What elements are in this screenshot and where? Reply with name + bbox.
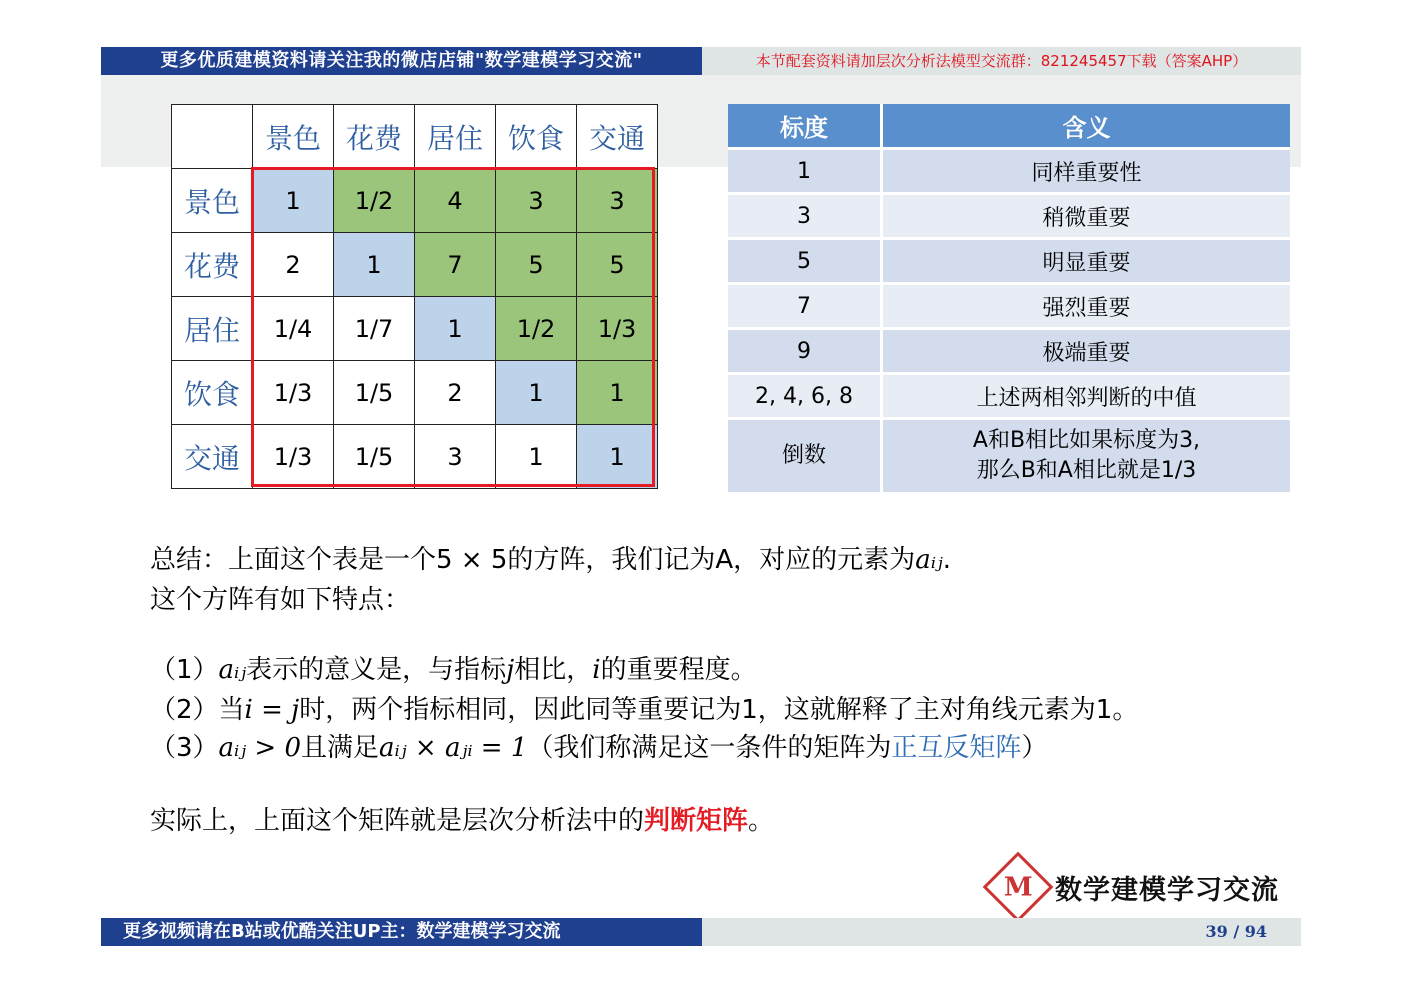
top-left-banner: 更多优质建模资料请关注我的微店店铺"数学建模学习交流" — [101, 47, 702, 75]
matrix-cell: 1 — [334, 233, 415, 297]
property-text: （我们称满足这一条件的矩阵为 — [527, 733, 892, 763]
matrix-cell: 1/2 — [496, 297, 577, 361]
logo-letter: M — [1003, 872, 1033, 902]
matrix-cell: 1/3 — [253, 425, 334, 489]
scale-meaning: 同样重要性 — [883, 150, 1290, 195]
matrix-cell: 1 — [253, 169, 334, 233]
scale-meaning: 稍微重要 — [883, 195, 1290, 240]
matrix-cell: 1 — [496, 361, 577, 425]
scale-row — [728, 285, 1290, 330]
matrix-cell: 3 — [415, 425, 496, 489]
matrix-header-row — [172, 105, 658, 169]
matrix-col-header: 饮食 — [496, 105, 577, 169]
matrix-corner-cell — [172, 105, 253, 169]
matrix-cell: 4 — [415, 169, 496, 233]
logo-m-icon — [983, 852, 1054, 923]
scale-row — [728, 420, 1290, 495]
term-positive-reciprocal-matrix: 正互反矩阵 — [891, 733, 1022, 763]
conclusion-text: 实际上，上面这个矩阵就是层次分析法中的 — [150, 806, 645, 836]
scale-value: 3 — [728, 195, 883, 240]
matrix-row — [172, 169, 658, 233]
matrix-row-header: 饮食 — [172, 361, 253, 425]
property-3 — [150, 727, 1047, 764]
judgment-matrix — [171, 104, 658, 489]
matrix-cell: 1/7 — [334, 297, 415, 361]
property-1 — [150, 649, 757, 686]
matrix-row — [172, 297, 658, 361]
property-text: 的重要程度。 — [600, 655, 757, 685]
scale-table — [728, 104, 1290, 495]
scale-col-header: 含义 — [883, 104, 1290, 150]
scale-meaning: 强烈重要 — [883, 285, 1290, 330]
property-text: ） — [1021, 733, 1048, 763]
matrix-col-header: 交通 — [577, 105, 658, 169]
matrix-cell: 1/2 — [334, 169, 415, 233]
scale-meaning-line: A和B相比如果标度为3, — [972, 428, 1201, 454]
matrix-cell: 1/3 — [577, 297, 658, 361]
matrix-cell: 1 — [577, 361, 658, 425]
scale-meaning: 明显重要 — [883, 240, 1290, 285]
property-text: 且满足 — [301, 733, 380, 763]
matrix-cell: 2 — [415, 361, 496, 425]
matrix-cell: 5 — [496, 233, 577, 297]
property-text: 时，两个指标相同，因此同等重要记为1，这就解释了主对角线元素为1。 — [299, 695, 1139, 725]
summary-text: 总结：上面这个表是一个5 × 5的方阵，我们记为A，对应的元素为 — [150, 545, 916, 575]
scale-row — [728, 330, 1290, 375]
math-i: i — [592, 655, 601, 685]
matrix-row — [172, 425, 658, 489]
scale-value: 9 — [728, 330, 883, 375]
math-positive: aᵢⱼ > 0 — [218, 733, 302, 763]
conclusion-line — [150, 800, 774, 837]
property-text: （3） — [150, 733, 219, 763]
matrix-row-header: 花费 — [172, 233, 253, 297]
scale-row — [728, 195, 1290, 240]
scale-value: 7 — [728, 285, 883, 330]
matrix-cell: 7 — [415, 233, 496, 297]
summary-text: . — [942, 545, 952, 575]
matrix-cell: 1 — [577, 425, 658, 489]
page-number: 39 / 94 — [1205, 922, 1267, 941]
scale-row — [728, 150, 1290, 195]
matrix-col-header: 花费 — [334, 105, 415, 169]
scale-value: 1 — [728, 150, 883, 195]
brand-logo — [993, 862, 1279, 912]
scale-value: 倒数 — [728, 420, 883, 495]
matrix-cell: 3 — [577, 169, 658, 233]
matrix-cell: 1/3 — [253, 361, 334, 425]
summary-line-1 — [150, 539, 951, 576]
summary-line-2: 这个方阵有如下特点： — [150, 585, 411, 615]
property-text: （1） — [150, 655, 219, 685]
logo-text: 数学建模学习交流 — [1055, 874, 1279, 906]
term-judgment-matrix: 判断矩阵 — [644, 806, 749, 836]
scale-col-header: 标度 — [728, 104, 883, 150]
scale-meaning — [883, 420, 1290, 495]
matrix-cell: 1/5 — [334, 361, 415, 425]
matrix-cell: 1 — [415, 297, 496, 361]
matrix-row-header: 交通 — [172, 425, 253, 489]
scale-value: 2, 4, 6, 8 — [728, 375, 883, 420]
scale-header-row — [728, 104, 1290, 150]
matrix-col-header: 居住 — [415, 105, 496, 169]
math-a-ij: aᵢⱼ — [915, 545, 943, 575]
conclusion-text: 。 — [748, 806, 775, 836]
property-text: （2）当 — [150, 695, 245, 725]
matrix-cell: 3 — [496, 169, 577, 233]
matrix-cell: 5 — [577, 233, 658, 297]
matrix-row — [172, 361, 658, 425]
scale-row — [728, 375, 1290, 420]
property-text: 相比， — [514, 655, 593, 685]
scale-row — [728, 240, 1290, 285]
matrix-cell: 1 — [496, 425, 577, 489]
property-2 — [150, 689, 1138, 726]
matrix-cell: 1/5 — [334, 425, 415, 489]
bottom-right-banner — [702, 918, 1301, 946]
matrix-cell: 2 — [253, 233, 334, 297]
matrix-row — [172, 233, 658, 297]
matrix-cell: 1/4 — [253, 297, 334, 361]
bottom-left-banner: 更多视频请在B站或优酷关注UP主：数学建模学习交流 — [101, 918, 702, 946]
math-a-ij: aᵢⱼ — [218, 655, 247, 685]
scale-meaning-line: 那么B和A相比就是1/3 — [976, 458, 1197, 483]
scale-meaning: 极端重要 — [883, 330, 1290, 375]
math-i-equals-j: i = j — [244, 695, 300, 725]
math-j: j — [506, 655, 515, 685]
matrix-row-header: 景色 — [172, 169, 253, 233]
matrix-row-header: 居住 — [172, 297, 253, 361]
math-reciprocal: aᵢⱼ × aⱼᵢ = 1 — [379, 733, 528, 763]
scale-meaning: 上述两相邻判断的中值 — [883, 375, 1290, 420]
property-text: 表示的意义是，与指标 — [246, 655, 507, 685]
top-right-banner: 本节配套资料请加层次分析法模型交流群：821245457下载（答案AHP） — [702, 47, 1301, 75]
matrix-col-header: 景色 — [253, 105, 334, 169]
scale-value: 5 — [728, 240, 883, 285]
